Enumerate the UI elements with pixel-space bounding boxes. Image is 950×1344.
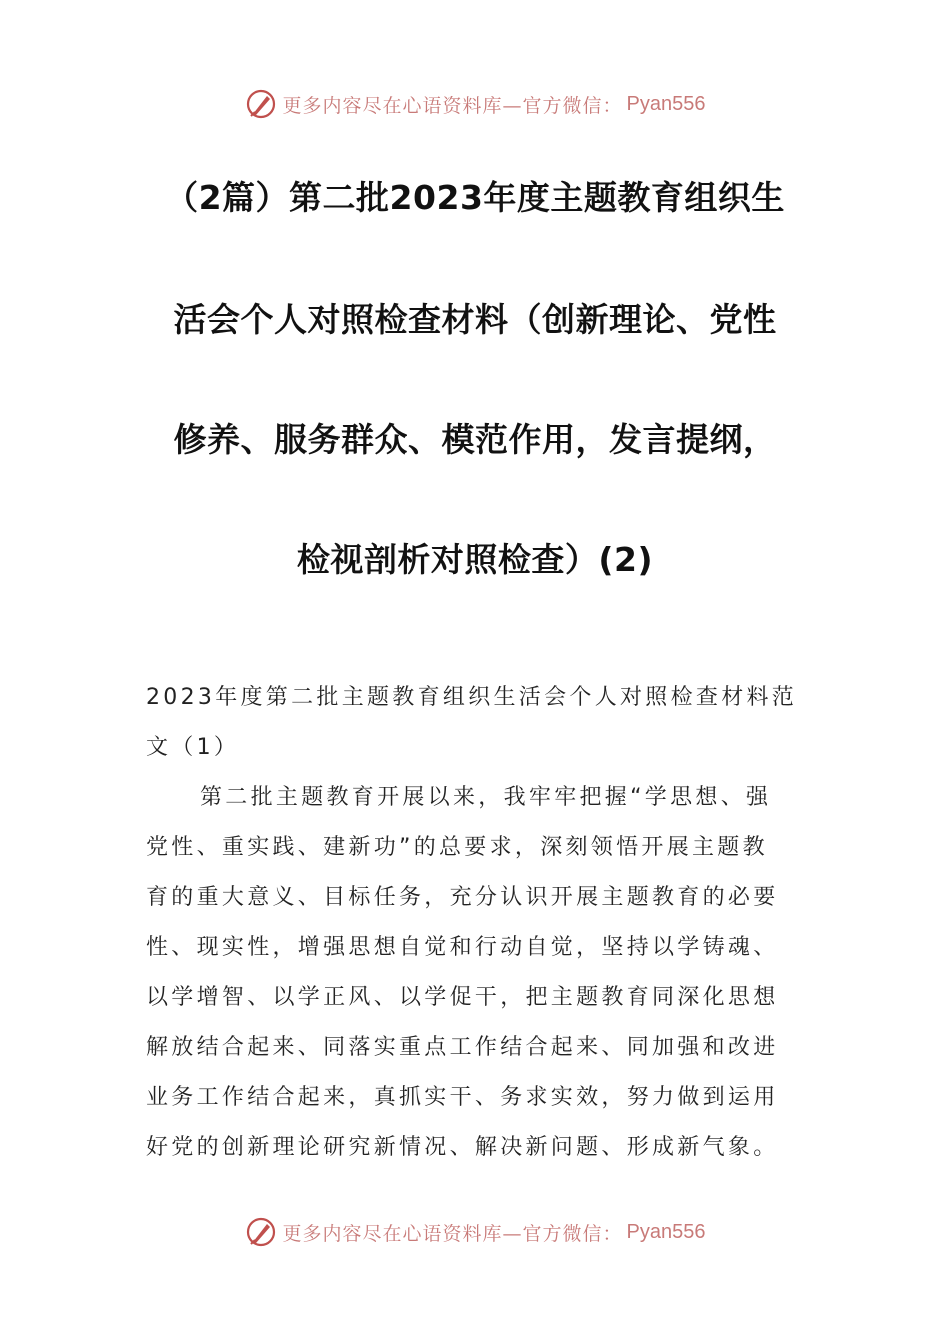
paragraph-line: 党性、重实践、建新功”的总要求，深刻领悟开展主题教 [146, 835, 768, 860]
paragraph-line: 解放结合起来、同落实重点工作结合起来、同加强和改进 [146, 1035, 779, 1060]
paragraph-line: 业务工作结合起来，真抓实干、务求实效，努力做到运用 [146, 1085, 779, 1110]
watermark-handle: Pyan556 [626, 92, 706, 115]
title-line-2: 活会个人对照检查材料（创新理论、党性 [173, 300, 777, 339]
paragraph-line: 第二批主题教育开展以来，我牢牢把握“学思想、强 [200, 785, 772, 810]
title-line-3: 修养、服务群众、模范作用，发言提纲， [173, 420, 777, 459]
watermark-text: 更多内容尽在心语资料库—官方微信： [282, 94, 623, 117]
paragraph-line: 以学增智、以学正风、以学促干，把主题教育同深化思想 [146, 985, 779, 1010]
title-line-1: （2篇）第二批2023年度主题教育组织生 [165, 178, 785, 217]
watermark-text: 更多内容尽在心语资料库—官方微信： [282, 1222, 623, 1245]
footer-watermark [0, 1212, 950, 1252]
quill-logo-icon [245, 1216, 277, 1248]
body-heading-line-1: 2023年度第二批主题教育组织生活会个人对照检查材料范 [146, 685, 798, 710]
paragraph-line: 育的重大意义、目标任务，充分认识开展主题教育的必要 [146, 885, 779, 910]
paragraph-line: 性、现实性，增强思想自觉和行动自觉，坚持以学铸魂、 [146, 935, 779, 960]
title-line-4: 检视剖析对照检查）(2) [296, 540, 654, 579]
watermark-handle: Pyan556 [626, 1220, 706, 1243]
quill-logo-icon [245, 88, 277, 120]
paragraph-line: 好党的创新理论研究新情况、解决新问题、形成新气象。 [146, 1135, 779, 1160]
header-watermark [0, 84, 950, 124]
body-heading-line-2: 文（1） [146, 735, 240, 760]
